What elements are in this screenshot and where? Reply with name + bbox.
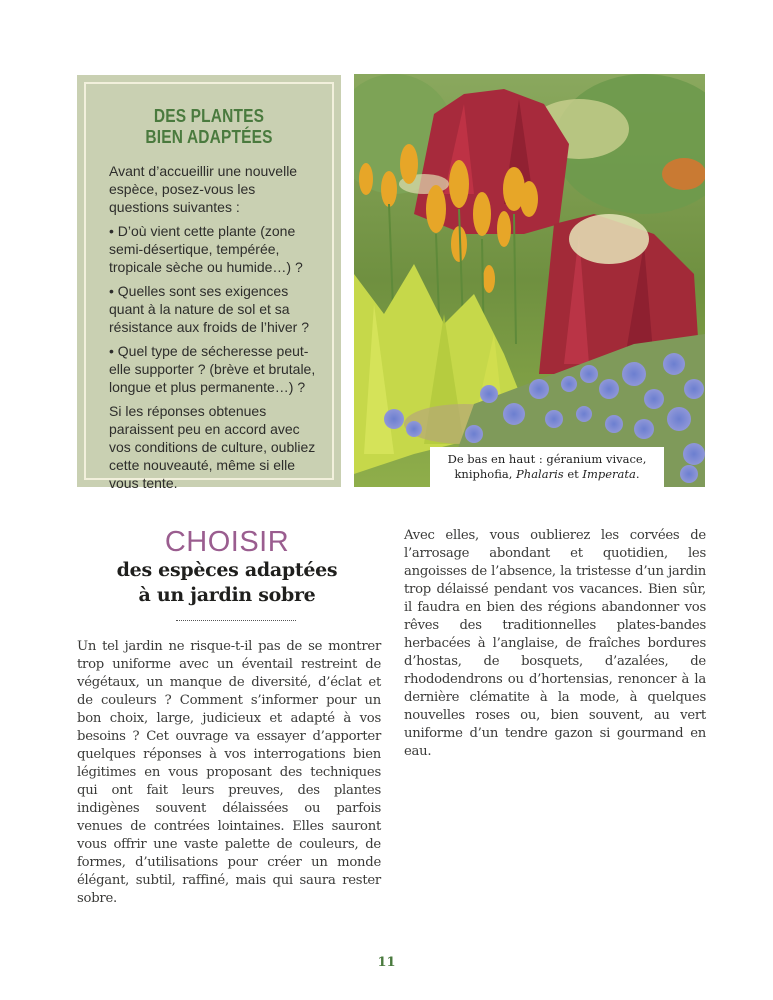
sidebar-bullet: • Quel type de sécheresse peut-elle supporter ? (brève et brutale, longue et plus permanente…) ? — [109, 343, 316, 395]
caption-line2 — [430, 467, 664, 482]
sidebar-bullet: • Quelles sont ses exigences quant à la nature de sol et sa résistance aux froids de l’hiver ? — [109, 283, 309, 335]
sidebar-bullet: • D’où vient cette plante (zone semi-désertique, tempérée, tropicale sèche ou humide…) ? — [109, 223, 303, 275]
sidebar-conclusion: Si les réponses obtenues paraissent peu en accord avec vos conditions de culture, oubliez cette nouveauté, même si elle vous tente. — [109, 403, 316, 491]
info-sidebar-border — [84, 82, 334, 491]
article-column-left — [77, 638, 381, 908]
article-column-right — [404, 527, 706, 761]
caption-line1: De bas en haut : géranium vivace, — [447, 452, 647, 466]
sidebar-title-line2: BIEN ADAPTÉES — [145, 127, 273, 147]
helenium-flowers — [662, 158, 705, 190]
body-paragraph: Avec elles, vous oublierez les corvées de l’arrosage abondant et quotidien, les angoisses de l’absence, la tristesse d’un jardin trop délaissé pendant vos vacances. Bien sûr, il faudra en bien des régions abandonner vos rêves des traditionnelles plates-bandes herbacées à l’anglaise, de fraîches bordures d’hostas, de bosquets, d’azalées, de rhododendrons ou d’hortensias, renoncer à la dernière clématite à la mode, à quelques nouvelles roses ou, bien souvent, au vert uniforme d’un tendre gazon si gourmand en eau. — [404, 528, 706, 759]
dotted-divider — [176, 620, 296, 621]
section-title — [77, 558, 377, 608]
sidebar-title — [103, 106, 315, 148]
body-paragraph: Un tel jardin ne risque-t-il pas de se montrer trop uniforme avec un éventail restreint de végétaux, un manque de diversité, d’éclat et de couleurs ? Comment s’informer pour un bon choix, large, judicieux et adapté à vos besoins ? Cet ouvrage va essayer d’apporter quelques réponses à vos interrogations bien légitimes en vous proposant des techniques qui ont fait leurs preuves, des plantes indigènes souvent délaissées ou parfois venues de contrées lointaines. Elles sauront vous offrir une vaste palette de couleurs, de formes, d’utilisations pour créer un monde élégant, subtil, raffiné, mais qui saura rester sobre. — [77, 639, 381, 906]
garden-photo — [354, 74, 705, 487]
caption-text: et — [563, 467, 583, 481]
section-title-line2: à un jardin sobre — [138, 584, 316, 606]
caption-italic-phalaris: Phalaris — [516, 467, 564, 481]
sidebar-title-line1: DES PLANTES — [153, 106, 265, 126]
yarrow-flowers — [569, 214, 649, 264]
caption-text: . — [635, 467, 640, 481]
caption-text: kniphofia, — [454, 467, 517, 481]
garden-photo-illustration — [354, 74, 705, 487]
sidebar-body — [109, 162, 316, 498]
section-kicker: CHOISIR — [164, 526, 290, 558]
info-sidebar-box — [77, 75, 341, 491]
page-number: 11 — [377, 955, 396, 970]
photo-caption — [430, 447, 664, 487]
section-title-line1: des espèces adaptées — [116, 559, 338, 581]
sidebar-intro: Avant d’accueillir une nouvelle espèce, posez-vous les questions suivantes : — [109, 163, 298, 215]
caption-italic-imperata: Imperata — [582, 467, 636, 481]
